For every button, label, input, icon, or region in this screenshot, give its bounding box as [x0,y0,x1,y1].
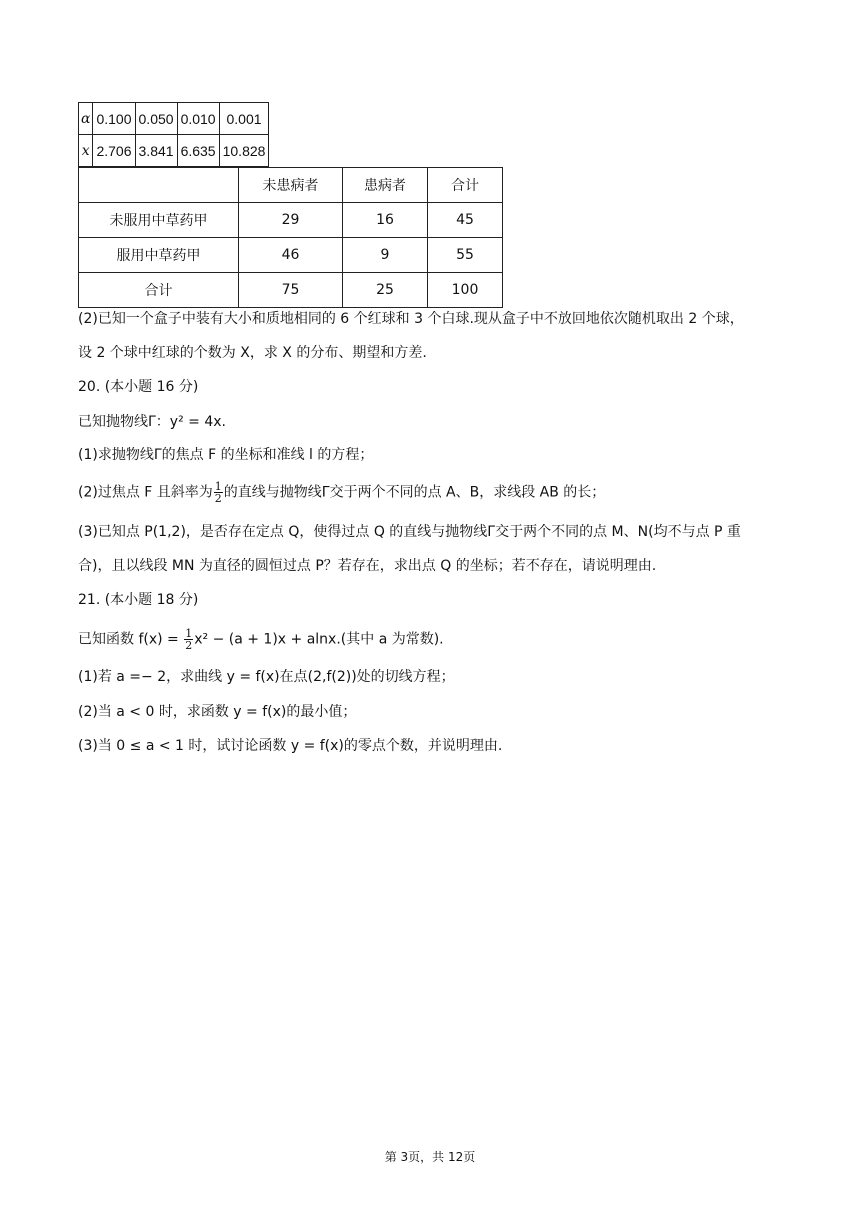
q20-part3-line2: 合)，且以线段 MN 为直径的圆恒过点 P？若存在，求出点 Q 的坐标；若不存在，请说明理由. [78,558,657,574]
table-header-cell [79,168,239,203]
table-cell: 9 [343,238,428,273]
table-cell: 55 [428,238,503,273]
q20-part2-text-after: 的直线与抛物线Γ交于两个不同的点 A、B，求线段 AB 的长； [223,484,606,501]
fraction-numerator: 1 [185,627,193,640]
table-cell: 3.841 [135,135,177,167]
table-cell: 45 [428,203,503,238]
table-cell: 10.828 [219,135,269,167]
table-cell: 75 [239,273,343,308]
q20-part2-text-before: (2)过焦点 F 且斜率为 [78,484,213,501]
table-cell: 46 [239,238,343,273]
page-footer: 第 3页，共 12页 [384,1150,476,1164]
table-row [79,273,503,308]
q21-part3: (3)当 0 ≤ a < 1 时，试讨论函数 y = f(x)的零点个数，并说明理由. [78,738,503,754]
table-cell: 合计 [79,273,239,308]
table-cell: x [79,135,93,167]
q21-intro-text-before: 已知函数 f(x) = [78,631,184,648]
table-header-cell: 未患病者 [239,168,343,203]
fraction-denominator: 2 [214,492,222,505]
q21-part2: (2)当 a < 0 时，求函数 y = f(x)的最小值； [78,704,357,720]
fraction-numerator: 1 [214,480,222,493]
q21-header: 21. (本小题 18 分) [78,592,199,608]
q20-header: 20. (本小题 16 分) [78,379,199,395]
fraction [184,628,193,651]
table-row [79,238,503,273]
table-cell: α [79,103,93,135]
contingency-table [78,167,503,308]
q19-part2-line1: (2)已知一个盒子中装有大小和质地相同的 6 个红球和 3 个白球.现从盒子中不放回地依次随机取出 2 个球， [78,311,744,327]
q20-intro: 已知抛物线Γ：y² = 4x. [78,414,226,430]
q20-part3-line1: (3)已知点 P(1,2)，是否存在定点 Q，使得过点 Q 的直线与抛物线Γ交于两个不同的点 M、N(均不与点 P 重 [78,524,741,540]
q20-part1: (1)求抛物线Γ的焦点 F 的坐标和准线 l 的方程； [78,447,374,463]
table-cell: 0.100 [93,103,135,135]
table-cell: 16 [343,203,428,238]
table-row [79,203,503,238]
table-header-cell: 患病者 [343,168,428,203]
table-cell: 服用中草药甲 [79,238,239,273]
table-cell: 6.635 [177,135,219,167]
q21-intro [78,628,444,651]
q21-part1: (1)若 a =− 2，求曲线 y = f(x)在点(2,f(2))处的切线方程； [78,669,455,685]
table-header-row [79,168,503,203]
table-cell: 0.001 [219,103,269,135]
table-cell: 25 [343,273,428,308]
q20-part2 [78,481,605,504]
fraction [214,481,223,504]
q21-intro-text-after: x² − (a + 1)x + alnx.(其中 a 为常数). [194,631,444,648]
table-row [79,103,269,135]
critical-value-table [78,102,269,167]
table-cell: 0.050 [135,103,177,135]
table-header-cell: 合计 [428,168,503,203]
table-cell: 100 [428,273,503,308]
table-cell: 未服用中草药甲 [79,203,239,238]
fraction-denominator: 2 [185,639,193,652]
table-cell: 29 [239,203,343,238]
table-row [79,135,269,167]
table-cell: 0.010 [177,103,219,135]
table-cell: 2.706 [93,135,135,167]
q19-part2-line2: 设 2 个球中红球的个数为 X，求 X 的分布、期望和方差. [78,345,427,361]
